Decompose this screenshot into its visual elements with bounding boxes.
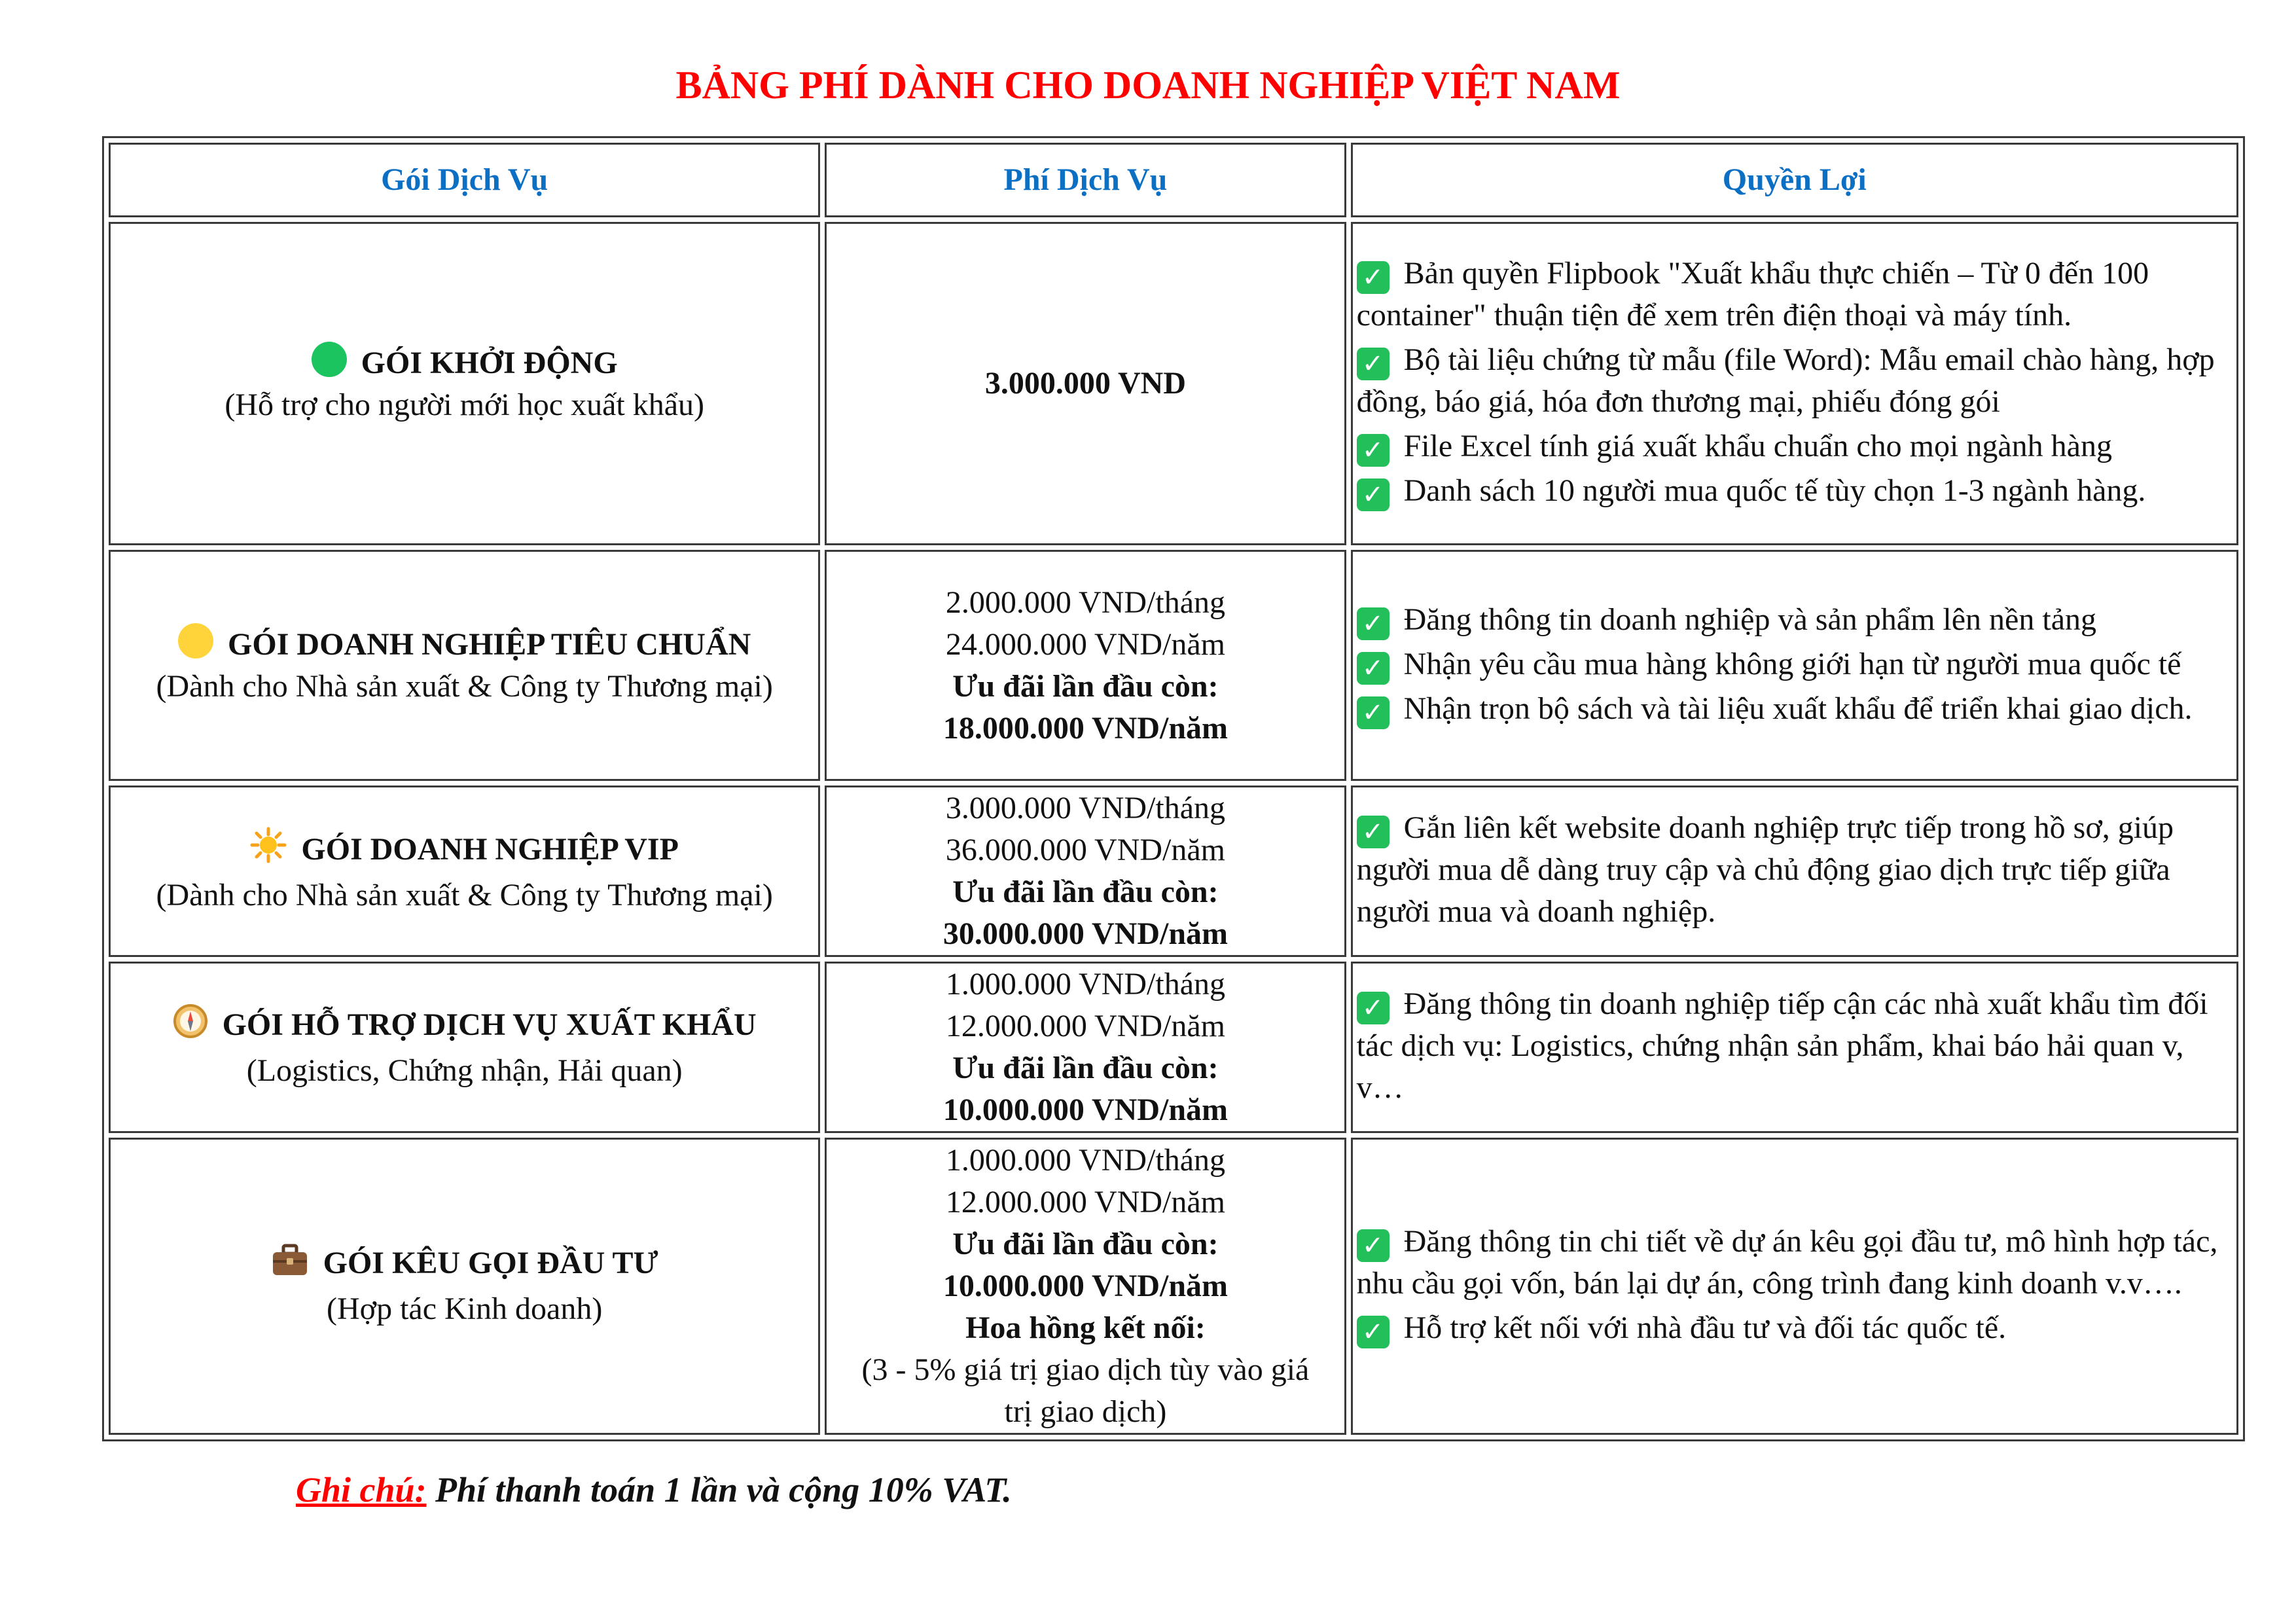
footnote: [296, 1466, 1012, 1513]
check-mark-icon: ✓: [1357, 348, 1390, 380]
benefit-item: ✓ Nhận trọn bộ sách và tài liệu xuất khẩu để triển khai giao dịch.: [1357, 688, 2233, 730]
fee-line: (3 - 5% giá trị giao dịch tùy vào giá trị giao dịch): [861, 1352, 1310, 1429]
fee-cell: [825, 785, 1346, 957]
fee-cell: [825, 962, 1346, 1133]
fee-line: Ưu đãi lần đầu còn:: [952, 668, 1219, 704]
fee-line: 36.000.000 VND/năm: [945, 833, 1225, 867]
page-title: BẢNG PHÍ DÀNH CHO DOANH NGHIỆP VIỆT NAM: [675, 63, 1621, 107]
table-header-row: [109, 143, 2238, 217]
package-name: GÓI HỖ TRỢ DỊCH VỤ XUẤT KHẨU: [115, 1003, 814, 1050]
fee-line: Ưu đãi lần đầu còn:: [952, 875, 1219, 909]
check-mark-icon: ✓: [1357, 261, 1390, 294]
benefits-cell: [1351, 222, 2238, 545]
check-mark-icon: ✓: [1357, 607, 1390, 640]
fee-line: Ưu đãi lần đầu còn:: [952, 1227, 1219, 1261]
fee-line: 18.000.000 VND/năm: [942, 710, 1229, 746]
fee-line: Hoa hồng kết nối:: [965, 1310, 1206, 1345]
footnote-text: Phí thanh toán 1 lần và cộng 10% VAT.: [426, 1470, 1012, 1509]
benefit-item: ✓ Bản quyền Flipbook "Xuất khẩu thực chiến – Từ 0 đến 100 container" thuận tiện để xem trên điện thoại và máy tính.: [1356, 256, 2149, 333]
package-cell: [109, 785, 820, 957]
benefit-item: ✓ Danh sách 10 người mua quốc tế tùy chọn 1-3 ngành hàng.: [1357, 470, 2233, 512]
fee-cell: [825, 1138, 1346, 1435]
package-description: (Hỗ trợ cho người mới học xuất khẩu): [224, 387, 704, 422]
package-name: GÓI DOANH NGHIỆP VIP: [115, 827, 814, 875]
table-row: [109, 550, 2238, 781]
package-description: (Dành cho Nhà sản xuất & Công ty Thương mại): [156, 877, 773, 912]
sun-icon: [250, 827, 287, 875]
compass-icon: [173, 1003, 208, 1050]
fee-line: 1.000.000 VND/tháng: [945, 967, 1225, 1001]
benefits-cell: [1351, 962, 2238, 1133]
yellow-circle-icon: [178, 623, 213, 659]
benefit-item: ✓ Đăng thông tin doanh nghiệp tiếp cận các nhà xuất khẩu tìm đối tác dịch vụ: Logistics, chứng nhận sản phẩm, khai báo hải quan v, v…: [1356, 986, 2208, 1105]
fee-line: 10.000.000 VND/năm: [942, 1269, 1229, 1303]
benefit-item: ✓ Nhận yêu cầu mua hàng không giới hạn từ người mua quốc tế: [1357, 643, 2233, 685]
fee-line: 12.000.000 VND/năm: [945, 1185, 1225, 1219]
footnote-label: Ghi chú:: [296, 1470, 427, 1509]
check-mark-icon: ✓: [1357, 1229, 1390, 1262]
benefit-item: ✓ Hỗ trợ kết nối với nhà đầu tư và đối tác quốc tế.: [1357, 1307, 2233, 1349]
green-circle-icon: [312, 342, 347, 377]
check-mark-icon: ✓: [1357, 696, 1390, 729]
fee-cell: [825, 550, 1346, 781]
package-description: (Logistics, Chứng nhận, Hải quan): [246, 1053, 683, 1088]
package-cell: [109, 1138, 820, 1435]
package-description: (Hợp tác Kinh doanh): [327, 1291, 603, 1326]
header-benefits: Quyền Lợi: [1351, 143, 2238, 217]
fee-line: 10.000.000 VND/năm: [942, 1092, 1229, 1127]
check-mark-icon: ✓: [1357, 816, 1390, 848]
package-name: GÓI KHỞI ĐỘNG: [115, 342, 814, 384]
fee-line: 1.000.000 VND/tháng: [945, 1143, 1225, 1178]
fee-line: 30.000.000 VND/năm: [942, 916, 1229, 951]
benefit-item: ✓ Gắn liên kết website doanh nghiệp trực tiếp trong hồ sơ, giúp người mua dễ dàng truy cập và chủ động giao dịch trực tiếp giữa người mua và doanh nghiệp.: [1356, 810, 2174, 929]
fee-line: 2.000.000 VND/tháng: [945, 585, 1225, 620]
table-row: [109, 1138, 2238, 1435]
check-mark-icon: ✓: [1357, 992, 1390, 1024]
fee-line: 3.000.000 VND/tháng: [945, 791, 1225, 825]
fee-cell: [825, 222, 1346, 545]
benefit-item: ✓ Đăng thông tin chi tiết về dự án kêu gọi đầu tư, mô hình hợp tác, nhu cầu gọi vốn, bán lại dự án, công trình đang kinh doanh v.v….: [1356, 1224, 2218, 1301]
fee-table: [102, 136, 2245, 1441]
benefits-cell: [1351, 550, 2238, 781]
header-fee: Phí Dịch Vụ: [825, 143, 1346, 217]
table-row: [109, 222, 2238, 545]
benefit-item: ✓ Bộ tài liệu chứng từ mẫu (file Word): Mẫu email chào hàng, hợp đồng, báo giá, hóa đơn thương mại, phiếu đóng gói: [1356, 342, 2215, 419]
benefits-cell: [1351, 785, 2238, 957]
package-name: GÓI DOANH NGHIỆP TIÊU CHUẨN: [115, 623, 814, 666]
check-mark-icon: ✓: [1357, 652, 1390, 685]
check-mark-icon: ✓: [1357, 478, 1390, 511]
table-row: [109, 785, 2238, 957]
package-cell: [109, 962, 820, 1133]
fee-line: 3.000.000 VND: [984, 366, 1186, 401]
briefcase-icon: [271, 1243, 309, 1288]
package-cell: [109, 222, 820, 545]
fee-line: Ưu đãi lần đầu còn:: [952, 1051, 1219, 1085]
benefit-item: ✓ Đăng thông tin doanh nghiệp và sản phẩm lên nền tảng: [1357, 599, 2233, 641]
benefit-item: ✓ File Excel tính giá xuất khẩu chuẩn cho mọi ngành hàng: [1357, 425, 2233, 467]
fee-line: 12.000.000 VND/năm: [945, 1009, 1225, 1043]
package-description: (Dành cho Nhà sản xuất & Công ty Thương mại): [156, 669, 773, 704]
package-cell: [109, 550, 820, 781]
check-mark-icon: ✓: [1357, 1316, 1390, 1348]
benefits-cell: [1351, 1138, 2238, 1435]
fee-line: 24.000.000 VND/năm: [945, 626, 1225, 662]
table-row: [109, 962, 2238, 1133]
package-name: GÓI KÊU GỌI ĐẦU TƯ: [115, 1242, 814, 1288]
check-mark-icon: ✓: [1357, 434, 1390, 467]
header-package: Gói Dịch Vụ: [109, 143, 820, 217]
